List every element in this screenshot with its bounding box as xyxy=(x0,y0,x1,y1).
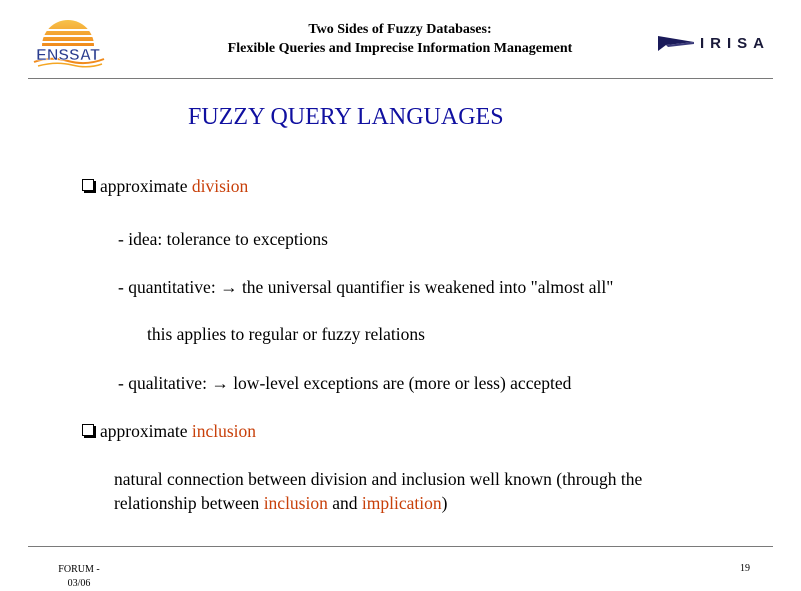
irisa-logo-text: IRISA xyxy=(700,35,771,52)
footer-divider xyxy=(28,546,773,547)
enssat-sun-icon xyxy=(28,18,108,68)
enssat-logo xyxy=(28,18,108,68)
line-quantitative-text: the universal quantifier is weakened into "almost all" xyxy=(237,277,614,297)
arrow-icon: → xyxy=(211,373,229,393)
keyword-implication: implication xyxy=(361,493,442,513)
line-idea: - idea: tolerance to exceptions xyxy=(118,229,328,249)
bullet-inclusion xyxy=(82,421,256,442)
irisa-flag-icon xyxy=(656,33,696,55)
slide-title: FUZZY QUERY LANGUAGES xyxy=(188,104,504,130)
paragraph-line2-start: relationship between xyxy=(114,493,264,513)
line-quantitative xyxy=(118,277,613,298)
header-title-line2: Flexible Queries and Imprecise Information Management xyxy=(227,41,573,56)
keyword-inclusion: inclusion xyxy=(191,421,257,441)
bullet-division-text: approximate xyxy=(100,176,192,196)
line-quantitative-label: - quantitative: xyxy=(118,277,221,297)
checkbox-bullet-icon xyxy=(82,179,94,191)
header-title-line1: Two Sides of Fuzzy Databases: xyxy=(308,22,492,37)
bullet-division xyxy=(82,176,248,197)
header-title xyxy=(150,20,650,58)
paragraph-line2-mid: and xyxy=(327,493,362,513)
paragraph-line2-end: ) xyxy=(441,493,448,513)
enssat-logo-text: ENSSAT xyxy=(36,47,100,64)
paragraph-line2 xyxy=(114,493,447,514)
line-qualitative-text: low-level exceptions are (more or less) accepted xyxy=(228,373,572,393)
line-qualitative-label: - qualitative: xyxy=(118,373,212,393)
checkbox-bullet-icon xyxy=(82,424,94,436)
keyword-division: division xyxy=(191,176,249,196)
line-applies: this applies to regular or fuzzy relations xyxy=(147,324,425,344)
bullet-inclusion-text: approximate xyxy=(100,421,192,441)
footer-label xyxy=(44,563,114,591)
footer-line1: FORUM - xyxy=(58,564,100,575)
footer-line2: 03/06 xyxy=(67,578,91,589)
paragraph-line1: natural connection between division and inclusion well known (through the xyxy=(114,469,643,489)
arrow-icon: → xyxy=(220,277,238,297)
keyword-inclusion-2: inclusion xyxy=(263,493,328,513)
page-number: 19 xyxy=(740,563,750,574)
line-qualitative xyxy=(118,373,571,394)
irisa-logo xyxy=(656,33,776,57)
header-divider xyxy=(28,78,773,79)
